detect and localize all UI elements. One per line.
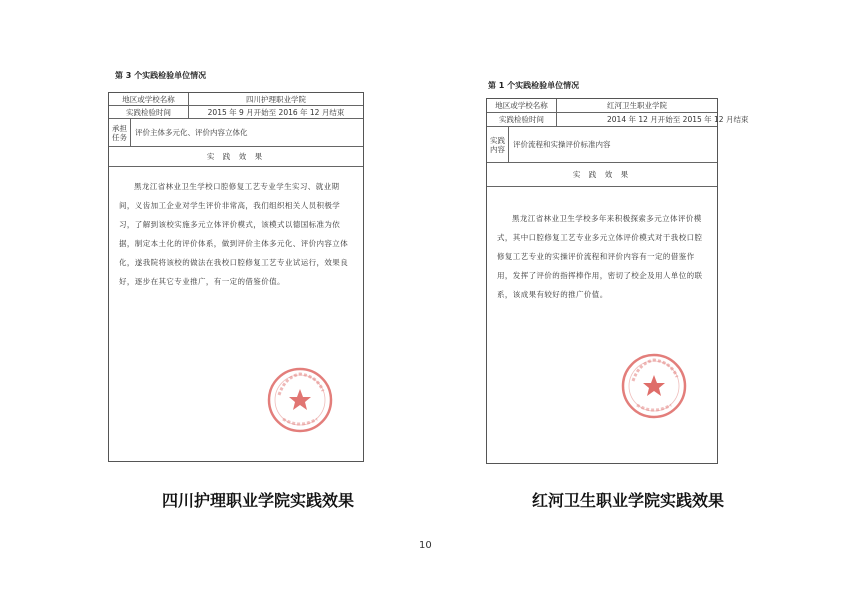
right-unit-value: 红河卫生职业学院: [607, 101, 667, 110]
left-content-value: 评价主体多元化、评价内容立体化: [135, 128, 248, 137]
left-doc-heading: 第 3 个实践检验单位情况: [115, 71, 207, 80]
left-content-value-cell: [131, 119, 363, 146]
left-row-time: [109, 106, 363, 119]
right-effect-header-cell: [487, 163, 717, 186]
right-content-value: 评价流程和实操评价标准内容: [513, 140, 611, 149]
right-row-time: [487, 113, 749, 127]
right-caption: 红河卫生职业学院实践效果: [532, 491, 725, 510]
right-content-value-cell: [509, 127, 717, 162]
left-effect-header-cell: [109, 147, 363, 166]
left-form: [108, 92, 364, 462]
left-caption: 四川护理职业学院实践效果: [162, 491, 355, 510]
left-unit-label: 地区或学校名称: [122, 94, 175, 104]
left-time-value-cell: [189, 106, 363, 118]
right-effect-text: 黑龙江省林业卫生学校多年来积极探索多元立体评价模式，其中口腔修复工艺专业多元立体评价模式对于我校口腔修复工艺专业的实操评价流程和评价内容有一定的借鉴作用，发挥了评价的指挥棒作用，密切了校企及用人单位的联系，该成果有较好的推广价值。: [497, 214, 703, 299]
left-time-label: 实践检验时间: [126, 107, 171, 117]
left-unit-value: 四川护理职业学院: [246, 94, 306, 104]
page-number: 10: [419, 540, 432, 551]
right-effect-header: 实 践 效 果: [572, 170, 632, 179]
right-form: [486, 98, 749, 464]
right-time-label-cell: [487, 113, 557, 126]
right-time-value-cell: [557, 113, 749, 126]
left-seal-stamp: [265, 365, 335, 435]
right-row-unit: [487, 99, 717, 113]
left-unit-label-cell: [109, 93, 189, 105]
left-row-content: [109, 119, 363, 147]
left-time-label-cell: [109, 106, 189, 118]
left-effect-text: 黑龙江省林业卫生学校口腔修复工艺专业学生实习、就业期间，义齿加工企业对学生评价非常高，我们组织相关人员积极学习，了解到该校实施多元立体评价模式，该模式以德国标准为依据，制定本土化的评价体系，做到评价主体多元化、评价内容立体化，遂我院将该校的做法在我校口腔修复工艺专业试运行，效果良好，逐步在其它专业推广，有一定的借鉴价值。: [119, 182, 349, 286]
right-time-value: 2014 年 12 月开始至 2015 年 12 月结束: [607, 115, 749, 124]
left-row-effect-header: [109, 147, 363, 167]
right-row-effect-header: [487, 163, 717, 187]
right-doc-heading: 第 1 个实践检验单位情况: [488, 81, 580, 90]
left-row-unit: [109, 93, 363, 106]
right-unit-label: 地区或学校名称: [495, 101, 548, 110]
right-unit-label-cell: [487, 99, 557, 112]
right-time-label: 实践检验时间: [499, 115, 544, 124]
left-time-value: 2015 年 9 月开始至 2016 年 12 月结束: [207, 107, 345, 117]
right-row-content: [487, 127, 717, 163]
right-unit-value-cell: [557, 99, 717, 112]
left-content-label-cell: [109, 119, 131, 146]
right-content-label: 实践内容: [490, 135, 505, 154]
right-seal-stamp: [619, 351, 689, 421]
left-content-label: 承担任务: [112, 123, 127, 142]
right-content-label-cell: [487, 127, 509, 162]
left-unit-value-cell: [189, 93, 363, 105]
left-effect-header: 实 践 效 果: [206, 152, 266, 161]
